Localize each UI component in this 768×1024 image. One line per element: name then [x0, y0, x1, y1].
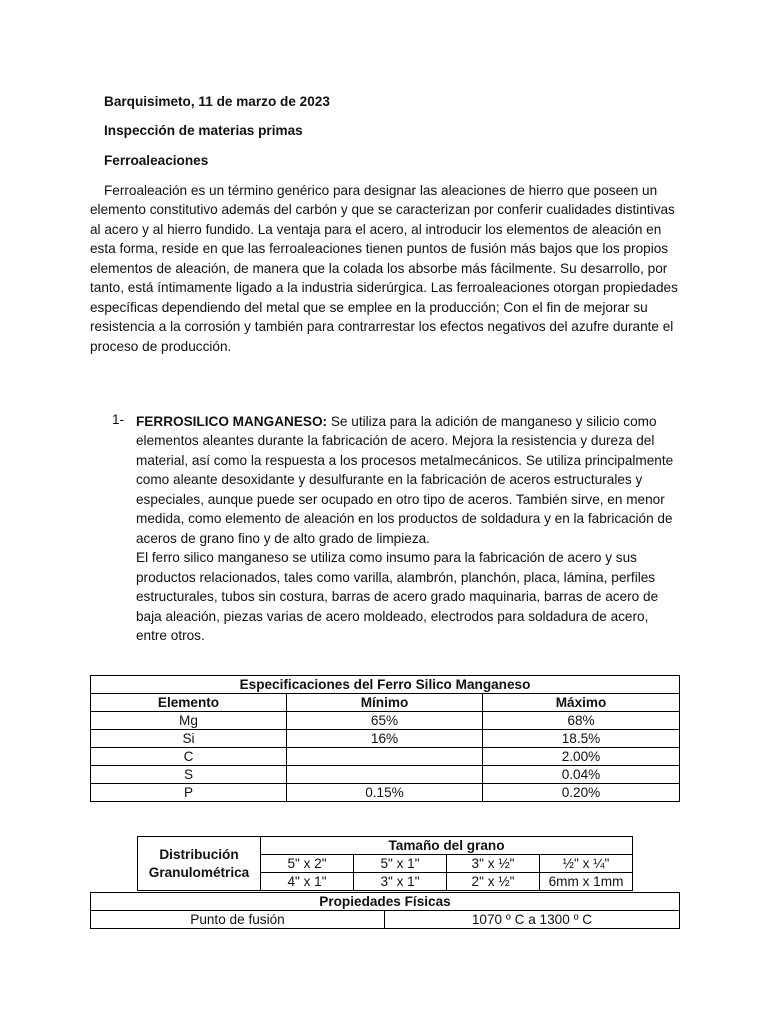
property-label: Punto de fusión — [91, 911, 385, 929]
table-cell: 65% — [287, 712, 483, 730]
table-cell: C — [91, 748, 287, 766]
table-row — [91, 676, 680, 694]
table-cell: 0.20% — [483, 784, 680, 802]
table-cell: 2.00% — [483, 748, 680, 766]
table-cell: 0.04% — [483, 766, 680, 784]
table-cell: ½" x ¼" — [540, 855, 633, 873]
table-cell: 4" x 1" — [261, 873, 354, 891]
grain-table — [137, 836, 633, 891]
column-header: Elemento — [91, 694, 287, 712]
table-header-row — [91, 694, 680, 712]
properties-title: Propiedades Físicas — [91, 893, 680, 911]
table-row — [91, 712, 680, 730]
table-cell: 2" x ½" — [447, 873, 540, 891]
column-header: Mínimo — [287, 694, 483, 712]
table-cell: S — [91, 766, 287, 784]
subject-line: Inspección de materias primas — [104, 123, 303, 138]
grain-table-title: Tamaño del grano — [261, 837, 633, 855]
table-cell: Mg — [91, 712, 287, 730]
table-cell: 6mm x 1mm — [540, 873, 633, 891]
grain-distribution-label: Distribución Granulométrica — [138, 837, 261, 891]
item-paragraph-2: El ferro silico manganeso se utiliza como insumo para la fabricación de acero y sus productos relacionados, tales como varilla, alambrón, planchón, placa, lámina, perfiles estructurales, tubos sin costura, barras de acero grado maquinaria, barras de acero de baja aleación, piezas varias de acero moldeado, electrodos para soldadura de acero, entre otros. — [136, 550, 659, 643]
table-row — [91, 730, 680, 748]
item-paragraph-1 — [136, 412, 682, 548]
table-row — [91, 766, 680, 784]
list-item-body — [136, 412, 682, 645]
property-value: 1070 º C a 1300 º C — [385, 911, 680, 929]
topic-heading: Ferroaleaciones — [104, 153, 209, 168]
table-row — [91, 748, 680, 766]
table-cell: 3" x 1" — [354, 873, 447, 891]
spec-table-title: Especificaciones del Ferro Silico Manganeso — [91, 676, 680, 694]
table-cell: 0.15% — [287, 784, 483, 802]
table-cell: 5" x 2" — [261, 855, 354, 873]
table-cell: 3" x ½" — [447, 855, 540, 873]
table-cell: 5" x 1" — [354, 855, 447, 873]
column-header: Máximo — [483, 694, 680, 712]
date-line: Barquisimeto, 11 de marzo de 2023 — [104, 94, 330, 109]
table-row — [138, 837, 633, 855]
table-cell: 16% — [287, 730, 483, 748]
table-row — [91, 784, 680, 802]
table-cell: 68% — [483, 712, 680, 730]
spec-table — [90, 675, 680, 802]
list-number: 1- — [112, 412, 125, 427]
table-cell — [287, 748, 483, 766]
item-title: FERROSILICO MANGANESO: — [136, 414, 328, 429]
table-cell: P — [91, 784, 287, 802]
table-row — [91, 893, 680, 911]
item-text-1: Se utiliza para la adición de manganeso y silicio como elementos aleantes durante la fabricación de acero. Mejora la resistencia y dureza del material, así como la respuesta a los procesos metalmecánicos. Se utiliza principalmente como aleante desoxidante y desulfurante en la fabricación de aceros estructurales y especiales, aunque puede ser ocupado en otro tipo de aceros. También sirve, en menor medida, como elemento de aleación en los productos de soldadura y en la fabricación de aceros de grano fino y de alto grado de limpieza. — [136, 414, 674, 546]
intro-paragraph: Ferroaleación es un término genérico para designar las aleaciones de hierro que poseen un elemento constitutivo además del carbón y que se caracterizan por conferir cualidades distintivas al acero y al hierro fundido. La ventaja para el acero, al introducir los elementos de aleación en esta forma, reside en que las ferroaleaciones tienen puntos de fusión más bajos que los propios elementos de aleación, de manera que la colada los absorbe más fácilmente. Su desarrollo, por tanto, está íntimamente ligado a la industria siderúrgica. Las ferroaleaciones otorgan propiedades específicas dependiendo del metal que se emplee en la producción; Con el fin de mejorar su resistencia a la corrosión y también para contrarrestar los efectos negativos del azufre durante el proceso de producción. — [90, 183, 678, 354]
table-cell — [287, 766, 483, 784]
table-cell: 18.5% — [483, 730, 680, 748]
table-row — [91, 911, 680, 929]
table-cell: Si — [91, 730, 287, 748]
properties-table — [90, 892, 680, 929]
